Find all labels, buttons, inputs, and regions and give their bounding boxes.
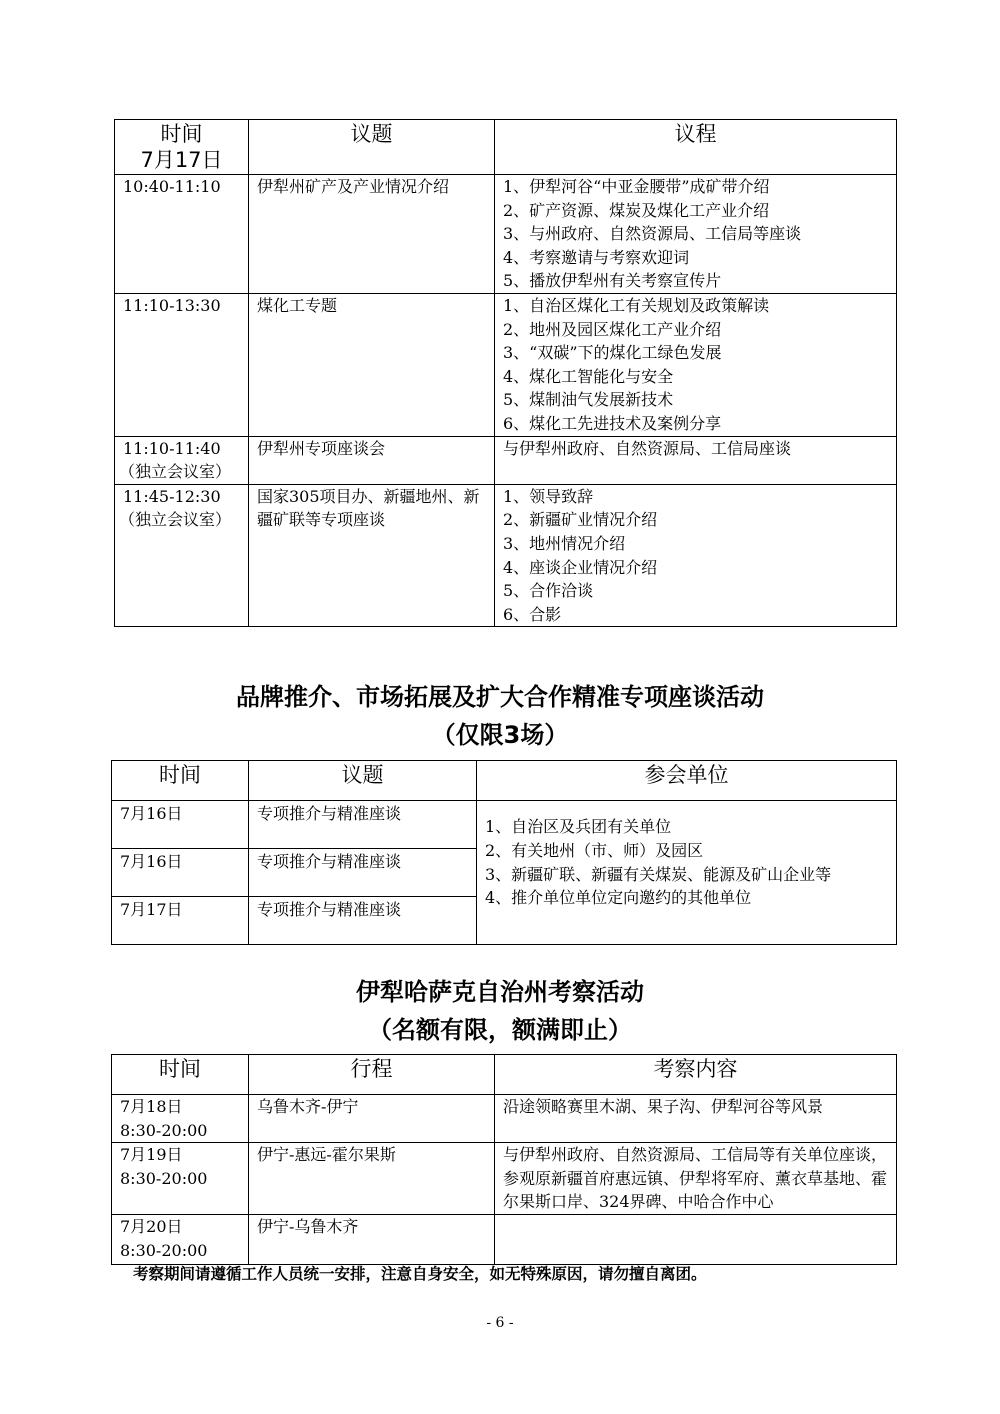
header-time-cell: 时间 [112, 761, 249, 801]
table-row [115, 436, 897, 484]
time-cell [115, 436, 249, 484]
header-topic-cell: 议题 [249, 761, 477, 801]
time-text: 11:10-13:30 [123, 296, 221, 315]
time-cell [115, 294, 249, 437]
table-row [112, 801, 897, 849]
topic-cell: 专项推介与精准座谈 [249, 801, 477, 849]
route-cell: 伊宁-惠远-霍尔果斯 [249, 1143, 495, 1215]
hours-text: 8:30-20:00 [120, 1240, 208, 1260]
table-row [115, 294, 897, 437]
table-row [112, 1095, 897, 1143]
topic-text: 国家305项目办、新疆地州、新疆矿联等专项座谈 [257, 486, 480, 530]
unit-item: 4、推介单位单位定向邀约的其他单位 [485, 888, 752, 908]
time-text: 11:10-11:40 [123, 438, 221, 458]
date-cell: 7月16日 [112, 801, 249, 849]
agenda-item: 2、新疆矿业情况介绍 [503, 510, 658, 530]
time-text: 10:40-11:10 [123, 177, 221, 196]
content-cell: 沿途领略赛里木湖、果子沟、伊犁河谷等风景 [495, 1095, 897, 1143]
travel-note: 考察期间请遵循工作人员统一安排，注意自身安全，如无特殊原因，请勿擅自离团。 [133, 1264, 707, 1283]
seminar-table [111, 760, 897, 945]
date-cell: 7月17日 [112, 897, 249, 945]
agenda-item: 6、合影 [503, 604, 562, 624]
time-cell [112, 1214, 249, 1264]
header-time-cell [115, 120, 249, 175]
topic-cell: 专项推介与精准座谈 [249, 897, 477, 945]
agenda-item: 5、合作洽谈 [503, 581, 594, 601]
date-text: 7月18日 [120, 1097, 183, 1116]
agenda-item: 4、座谈企业情况介绍 [503, 557, 658, 577]
table-row [112, 1143, 897, 1215]
agenda-item: 3、地州情况介绍 [503, 533, 626, 553]
unit-item: 3、新疆矿联、新疆有关煤炭、能源及矿山企业等 [485, 864, 832, 884]
page-number: - 6 - [486, 1315, 514, 1331]
header-time-label: 时间 [160, 122, 203, 146]
topic-cell [249, 484, 495, 627]
agenda-cell [495, 484, 897, 627]
date-text: 7月19日 [120, 1145, 183, 1165]
topic-cell: 伊犁州矿产及产业情况介绍 [249, 175, 495, 294]
table-header-row [112, 761, 897, 801]
room-text: （独立会议室） [119, 462, 232, 482]
agenda-table-july17 [114, 119, 897, 627]
agenda-item: 5、播放伊犁州有关考察宣传片 [503, 271, 722, 291]
time-text: 11:45-12:30 [123, 486, 221, 506]
agenda-item: 4、煤化工智能化与安全 [503, 366, 674, 386]
topic-cell: 煤化工专题 [249, 294, 495, 437]
header-time-cell: 时间 [112, 1055, 249, 1095]
date-text: 7月20日 [120, 1216, 183, 1236]
header-topic-cell: 议题 [249, 120, 495, 175]
agenda-item: 1、领导致辞 [503, 486, 594, 506]
content-cell [495, 1214, 897, 1264]
unit-item: 1、自治区及兵团有关单位 [485, 817, 672, 837]
time-cell [115, 175, 249, 294]
table-header-row [115, 120, 897, 175]
hours-text: 8:30-20:00 [120, 1120, 208, 1140]
topic-cell: 专项推介与精准座谈 [249, 849, 477, 897]
inspection-table [111, 1054, 897, 1265]
topic-cell: 伊犁州专项座谈会 [249, 436, 495, 484]
unit-item: 2、有关地州（市、师）及园区 [485, 840, 704, 860]
agenda-cell [495, 175, 897, 294]
time-cell [112, 1143, 249, 1215]
header-units-cell: 参会单位 [477, 761, 897, 801]
section-title: 品牌推介、市场拓展及扩大合作精准专项座谈活动 [236, 683, 764, 711]
table-row [112, 1214, 897, 1264]
hours-text: 8:30-20:00 [120, 1168, 208, 1188]
time-cell [112, 1095, 249, 1143]
header-agenda-cell: 议程 [495, 120, 897, 175]
section-subtitle: （仅限3场） [431, 721, 569, 749]
section-title: 伊犁哈萨克自治州考察活动 [356, 978, 644, 1006]
agenda-item: 6、煤化工先进技术及案例分享 [503, 413, 722, 433]
header-content-cell: 考察内容 [495, 1055, 897, 1095]
agenda-item: 3、与州政府、自然资源局、工信局等座谈 [503, 224, 802, 244]
header-route-cell: 行程 [249, 1055, 495, 1095]
agenda-item: 2、矿产资源、煤炭及煤化工产业介绍 [503, 200, 770, 220]
agenda-cell [495, 294, 897, 437]
agenda-item: 2、地州及园区煤化工产业介绍 [503, 319, 722, 339]
route-cell: 乌鲁木齐-伊宁 [249, 1095, 495, 1143]
table-header-row [112, 1055, 897, 1095]
room-text: （独立会议室） [119, 510, 232, 530]
table-row [115, 484, 897, 627]
agenda-item: 3、“双碳”下的煤化工绿色发展 [503, 343, 722, 363]
agenda-item: 与伊犁州政府、自然资源局、工信局座谈 [503, 438, 792, 458]
section-subtitle: （名额有限，额满即止） [368, 1016, 632, 1044]
content-text: 与伊犁州政府、自然资源局、工信局等有关单位座谈，参观原新疆首府惠远镇、伊犁将军府、薰衣草基地、霍尔果斯口岸、324界碑、中哈合作中心 [503, 1145, 888, 1212]
agenda-cell [495, 436, 897, 484]
agenda-item: 1、伊犁河谷“中亚金腰带”成矿带介绍 [503, 177, 770, 196]
route-cell: 伊宁-乌鲁木齐 [249, 1214, 495, 1264]
table-row [115, 175, 897, 294]
header-date-label: 7月17日 [140, 148, 223, 172]
content-cell [495, 1143, 897, 1215]
agenda-item: 4、考察邀请与考察欢迎词 [503, 247, 690, 267]
agenda-item: 5、煤制油气发展新技术 [503, 390, 674, 410]
units-cell [477, 801, 897, 945]
agenda-item: 1、自治区煤化工有关规划及政策解读 [503, 296, 770, 315]
time-cell [115, 484, 249, 627]
date-cell: 7月16日 [112, 849, 249, 897]
